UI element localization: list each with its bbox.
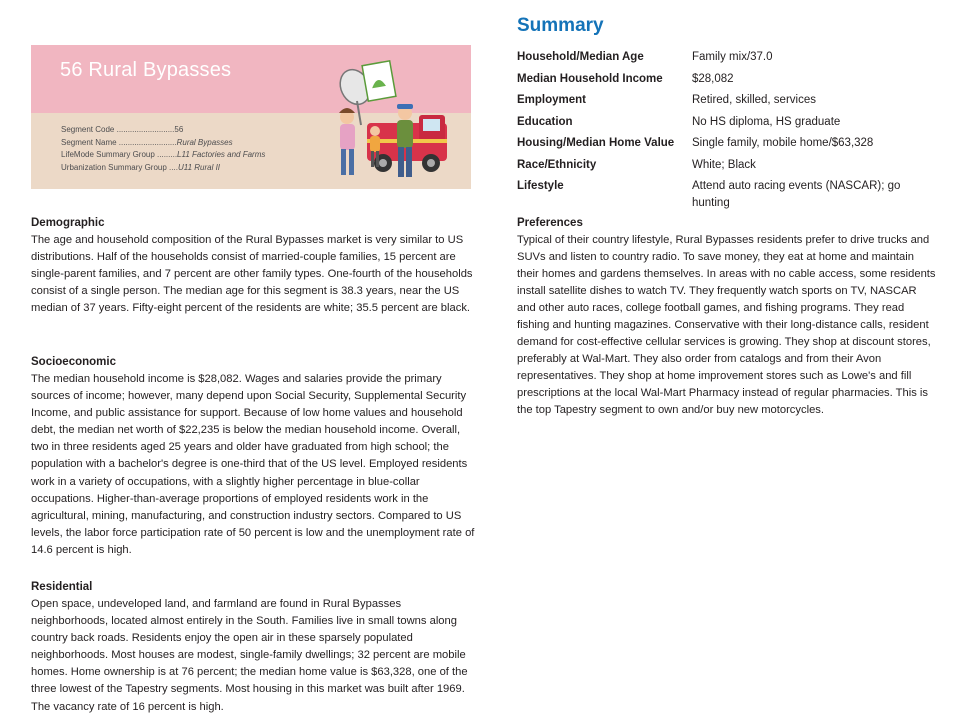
socioeconomic-text: The median household income is $28,082. Wages and salaries provide the primary sources of income; however, many depend upon Social Security, Supplemental Security Income, and public assistance for support. Because of low home values and household debt, the median net worth of $22,235 is below the median household income. Overall, two in three residents aged 25 years and older have graduated from high school; the population with a bachelor's degree is one-third that of the US level. Employed residents work in a variety of occupations, with a slightly higher percentage in blue-collar occupations. Higher-than-average proportions of employed residents work in the agricultural, mining, manufacturing, and construction industry sectors. Compared to US levels, the labor force participation rate of 50 percent is low and the unemployment rate of 14.6 percent is high. [31,373,475,556]
summary-key: Employment [517,94,587,106]
segment-name-row [61,137,265,150]
segment-name-value: Rural Bypasses [176,137,233,147]
segment-title: 56 Rural Bypasses [60,59,232,81]
rural-family-truck-illustration [319,53,449,183]
summary-row-lifestyle [517,176,937,212]
summary-key: Lifestyle [517,180,564,192]
urbanization-row [61,162,265,175]
summary-row-income [517,69,937,91]
summary-key: Race/Ethnicity [517,158,597,171]
summary-row-household [517,47,937,69]
summary-value: Retired, skilled, services [692,94,816,106]
residential-text: Open space, undeveloped land, and farmland are found in Rural Bypasses neighborhoods, located almost entirely in the South. Families live in small towns along country back roads. Residents enjoy the open air in these sparsely populated neighborhoods. Most houses are modest, single-family dwellings; 32 percent are mobile homes. Home ownership is at 76 percent; the median home value is $63,328, one of the three lowest of the Tapestry segments. Most housing in this market was built after 1969. The vacancy rate of 16 percent is high. [31,598,468,713]
urbanization-value: U11 Rural II [177,162,221,172]
summary-value: White; Black [692,158,756,171]
lifemode-value: L11 Factories and Farms [177,150,266,159]
summary-table [517,47,937,212]
summary-row-race [517,155,937,177]
summary-row-housing [517,133,937,155]
residential-heading: Residential [31,581,93,593]
preferences-section [517,215,937,419]
summary-key: Household/Median Age [517,51,644,63]
demographic-section [31,215,477,317]
socioeconomic-section [31,354,477,559]
segment-name-label: Segment Name .......................... [61,137,177,147]
urbanization-label: Urbanization Summary Group .... [61,162,178,172]
segment-banner [31,45,471,189]
preferences-text: Typical of their country lifestyle, Rural Bypasses residents prefer to drive trucks and SUVs and listen to country radio. To save money, they eat at home and maintain their homes and gardens themselves. In areas with no cable access, some residents install satellite dishes to watch TV. They frequently watch sports on TV, NASCAR and other auto races, college football games, and fishing programs. They read fishing and hunting magazines. Conservative with their long-distance calls, resident demand for cost-effective cellular services is growing. They shop at discount stores, preferably at Wal-Mart. They also order from catalogs and from their Avon representatives. They shop at home improvement stores such as Lowe's and fill prescriptions at the local Wal-Mart Pharmacy instead of regular pharmacies. This is the top Tapestry segment to own and/or buy new motorcycles. [517,234,936,416]
lifemode-row [61,149,265,162]
summary-title: Summary [517,15,604,36]
summary-value: No HS diploma, HS graduate [692,115,841,128]
summary-value: Attend auto racing events (NASCAR); go hunting [692,180,901,209]
summary-key: Median Household Income [517,72,663,85]
demographic-heading: Demographic [31,217,105,229]
summary-key: Education [517,115,573,128]
segment-code-value: 56 [174,125,184,134]
summary-value: Family mix/37.0 [692,51,773,63]
summary-key: Housing/Median Home Value [517,137,675,149]
summary-value: $28,082 [692,72,734,85]
segment-info [61,124,265,174]
segment-code-label: Segment Code .......................... [61,125,175,134]
socioeconomic-heading: Socioeconomic [31,356,116,368]
summary-row-employment [517,90,937,112]
preferences-heading: Preferences [517,217,583,229]
segment-code-row [61,124,265,137]
demographic-text: The age and household composition of the Rural Bypasses market is very similar to US distributions. Half of the households consist of married-couple families, 15 percent are single-parent families, and 7 percent are other family types. One-fourth of the households consist of a single person. The median age for this segment is 38.3 years, near the US median of 37 years. Fifty-eight percent of the residents are white; 35.5 percent are black. [31,234,473,315]
residential-section [31,579,477,716]
lifemode-label: LifeMode Summary Group ......... [61,150,178,159]
summary-row-education [517,112,937,134]
summary-value: Single family, mobile home/$63,328 [692,137,874,149]
